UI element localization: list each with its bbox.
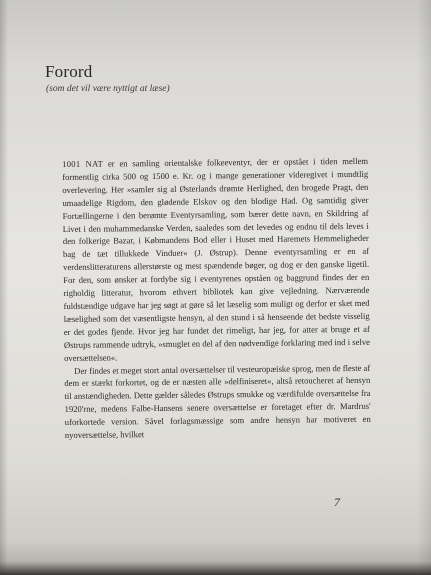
page-right-edge	[417, 0, 431, 575]
page-gutter-shadow	[0, 0, 8, 575]
page-subtitle: (som det vil være nyttigt at læse)	[46, 84, 170, 94]
body-text	[62, 155, 371, 442]
paragraph-1-text: er en samling orientalske folkeeventyr, der er opstået i tiden mellem formentlig cirka 500 og 1500 e. Kr. og i mange generationer videregivet i mundtlig overlevering. Her »samler sig al Østerlands drømte Herlighed, den brogede Pragt, den umaadelige Rigdom, den glødende Elskov og den blodige Had. Og samtidig giver Fortællingerne i den berømte Eventyrsamling, som bærer dette navn, en Skildring af Livet i den muhammedanske Verden, saaledes som det levedes og endnu til dels leves i den folkerige Bazar, i Købmandens Bod eller i Huset med Haremets Hemmeligheder bag de tæt tillukkede Vinduer« (J. Østrup). Denne eventyrsamling er en af verdenslitteraturens allerstørste og mest spændende bøger, og dog er den ganske ligetil. For den, som ønsker at fordybe sig i eventyrenes opståen og baggrund findes der en righoldig litteratur, hvorom ethvert bibliotek kan give vejledning. Nærværende fuldstændige udgave har jeg søgt at gøre så let læselig som muligt og derfor er sket med læselighed som det væsentligste hensyn, al den stund i så henseende det bedste visselig er det godes fjende. Hvor jeg har fundet det rimeligt, har jeg, for atter at bruge et af Østrups rammende udtryk, »smuglet en del af den nødvendige forklaring med ind i selve oversættelsen«.	[62, 155, 370, 363]
page-bottom-edge	[0, 541, 431, 575]
page-title: Forord	[45, 62, 93, 81]
page-number: 7	[334, 495, 340, 509]
paragraph-1	[62, 155, 370, 365]
paragraph-2: Der findes et meget stort antal oversættelser til vesteuropæiske sprog, men de fleste af dem er stærkt forkortet, og de er næsten alle »delfiniseret«, altså retoucheret af hensyn til anstændigheden. Dette gælder således Østrups smukke og værdifulde oversættelse fra 1920'rne, medens Falbe-Hansens senere oversættelse er foretaget efter dr. Mardrus' uforkortede version. Såvel forlagsmæssige som andre hensyn har motiveret en nyoversættelse, hvilket	[64, 362, 371, 441]
opening-words: 1001 NAT	[62, 158, 104, 169]
